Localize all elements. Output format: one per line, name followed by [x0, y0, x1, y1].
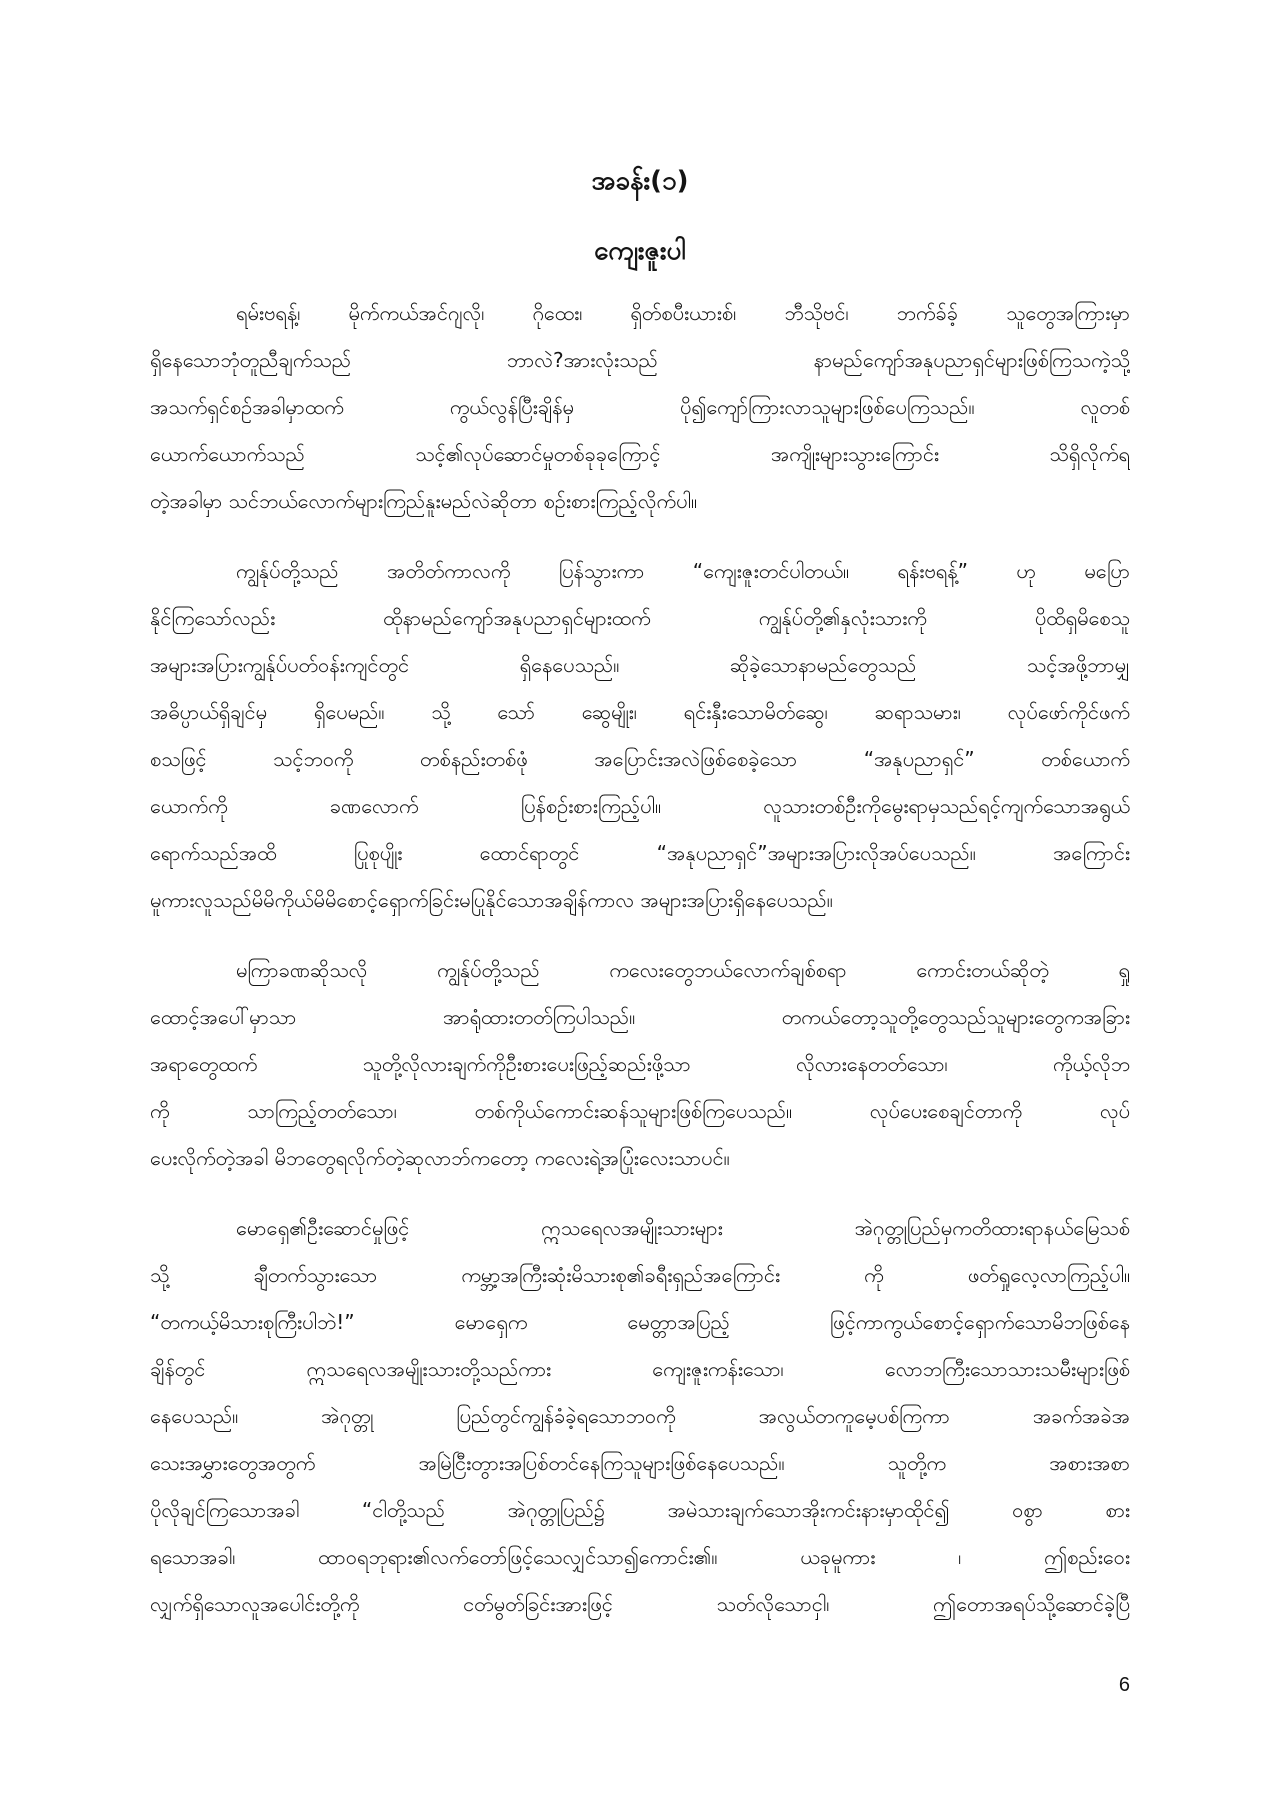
body-text: [150, 290, 1130, 1651]
text-line: ပိုလိုချင်ကြသောအခါ “ငါတို့သည် အဲဂုတ္တုပြည်၌ အမဲသားချက်သောအိုးကင်းနားမှာထိုင်၍ ဝစွာ စား: [150, 1498, 1130, 1522]
text-line: ရမ်းဗရန့်၊ မိုက်ကယ်အင်ဂျလို၊ ဂိုထေး၊ ရှိတ်စပီးယားစ်၊ ဘီသိုဗင်၊ ဘက်ခ်ခ့် သူတွေအကြားမှာ: [236, 301, 1130, 325]
text-line: တဲ့အခါမှာ သင်ဘယ်လောက်များကြည်နူးမည်လဲဆိုတာ စဉ်းစားကြည့်လိုက်ပါ။: [150, 489, 697, 513]
text-line: ယောက်ကို ခဏလောက် ပြန်စဉ်းစားကြည့်ပါ။ လူသားတစ်ဦးကိုမွေးရာမှသည်ရင့်ကျက်သောအရွယ်: [150, 794, 1130, 818]
chapter-title: အခန်း(၁): [591, 166, 689, 196]
text-line: အသက်ရှင်စဉ်အခါမှာထက် ကွယ်လွန်ပြီးချိန်မှ ပို၍ကျော်ကြားလာသူများဖြစ်ပေကြသည်။ လူတစ်: [150, 395, 1130, 419]
text-line: လျှက်ရှိသောလူအပေါင်းတို့ကို ငတ်မွတ်ခြင်းအားဖြင့် သတ်လိုသောငှါ၊ ဤတောအရပ်သို့ဆောင်ခဲ့ပြီ: [150, 1592, 1130, 1616]
text-line: ရှိနေသောဘုံတူညီချက်သည် ဘာလဲ?အားလုံးသည် နာမည်ကျော်အနုပညာရှင်များဖြစ်ကြသကဲ့သို့: [150, 348, 1130, 372]
paragraph: [150, 548, 1130, 924]
text-line: မောရှေ၏ဦးဆောင်မှုဖြင့် ဣသရေလအမျိုးသားများ အဲဂုတ္တုပြည်မှကတိထားရာနယ်မြေသစ်: [236, 1216, 1130, 1240]
text-line: ရောက်သည်အထိ ပြုစုပျိုး ထောင်ရာတွင် “အနုပညာရှင်”အများအပြားလိုအပ်ပေသည်။ အကြောင်း: [150, 841, 1130, 865]
text-line: မူကားလူသည်မိမိကိုယ်မိမိစောင့်ရှောက်ခြင်းမပြုနိုင်သောအချိန်ကာလ အများအပြားရှိနေပေသည်။: [150, 888, 833, 912]
text-line: “တကယ့်မိသားစုကြီးပါဘဲ!” မောရှေက မေတ္တာအပြည့် ဖြင့်ကာကွယ်စောင့်ရှောက်သောမိဘဖြစ်နေ: [150, 1310, 1130, 1334]
paragraph: [150, 947, 1130, 1182]
page-number: 6: [1118, 1674, 1130, 1696]
text-line: ရသောအခါ၊ ထာဝရဘုရား၏လက်တော်ဖြင့်သေလျှင်သာ၍ကောင်း၏။ ယခုမူကား ၊ ဤစည်းဝေး: [150, 1545, 1130, 1569]
text-line: သေးအမွှားတွေအတွက် အမြဲငြီးတွားအပြစ်တင်နေကြသူများဖြစ်နေပေသည်။ သူတို့က အစားအစာ: [150, 1451, 1130, 1475]
text-line: နေပေသည်။ အဲဂုတ္တု ပြည်တွင်ကျွန်ခံခဲ့ရသောဘဝကို အလွယ်တကူမေ့ပစ်ကြကာ အခက်အခဲအ: [150, 1404, 1130, 1428]
text-line: ထောင့်အပေါ်မှာသာ အာရုံထားတတ်ကြပါသည်။ တကယ်တော့သူတို့တွေသည်သူများတွေကအခြား: [150, 1005, 1130, 1029]
text-line: သို့ ချီတက်သွားသော ကမ္ဘာ့အကြီးဆုံးမိသားစု၏ခရီးရှည်အကြောင်း ကို ဖတ်ရှုလေ့လာကြည့်ပါ။: [150, 1263, 1130, 1287]
text-line: ချိန်တွင် ဣသရေလအမျိုးသားတို့သည်ကား ကျေးဇူးကန်းသော၊ လောဘကြီးသောသားသမီးများဖြစ်: [150, 1357, 1130, 1381]
paragraph: [150, 1205, 1130, 1628]
text-line: အဓိပ္ပာယ်ရှိချင်မှ ရှိပေမည်။ သို့ သော် ဆွေမျိုး၊ ရင်းနှီးသောမိတ်ဆွေ၊ ဆရာသမား၊ လုပ်ဖော်ကိုင်ဖက်: [150, 700, 1130, 724]
text-line: နိုင်ကြသော်လည်း ထိုနာမည်ကျော်အနုပညာရှင်များထက် ကျွန်ုပ်တို့၏နှလုံးသားကို ပိုထိရှမိစေသူ: [150, 606, 1130, 630]
text-line: မကြာခဏဆိုသလို ကျွန်ုပ်တို့သည် ကလေးတွေဘယ်လောက်ချစ်စရာ ကောင်းတယ်ဆိုတဲ့ ရှု: [236, 958, 1130, 982]
text-line: အရာတွေထက် သူတို့လိုလားချက်ကိုဦးစားပေးဖြည့်ဆည်းဖို့သာ လိုလားနေတတ်သော၊ ကိုယ့်လိုဘ: [150, 1052, 1130, 1076]
text-line: ကျွန်ုပ်တို့သည် အတိတ်ကာလကို ပြန်သွားကာ “ကျေးဇူးတင်ပါတယ်။ ရန်းဗရန့်” ဟု မပြော: [236, 559, 1130, 583]
text-line: ကို သာကြည့်တတ်သော၊ တစ်ကိုယ်ကောင်းဆန်သူများဖြစ်ကြပေသည်။ လုပ်ပေးစေချင်တာကို လုပ်: [150, 1099, 1130, 1123]
paragraph: [150, 290, 1130, 525]
text-line: ယောက်ယောက်သည် သင့်၏လုပ်ဆောင်မှုတစ်ခုခုကြောင့် အကျိုးများသွားကြောင်း သိရှိလိုက်ရ: [150, 442, 1130, 466]
text-line: စသဖြင့် သင့်ဘဝကို တစ်နည်းတစ်ဖုံ အပြောင်းအလဲဖြစ်စေခဲ့သော “အနုပညာရှင်” တစ်ယောက်: [150, 747, 1130, 771]
text-line: အများအပြားကျွန်ုပ်ပတ်ဝန်းကျင်တွင် ရှိနေပေသည်။ ဆိုခဲ့သောနာမည်တွေသည် သင့်အဖို့ဘာမျှ: [150, 653, 1130, 677]
text-line: ပေးလိုက်တဲ့အခါ မိဘတွေရလိုက်တဲ့ဆုလာဘ်ကတော့ ကလေးရဲ့အပြုံးလေးသာပင်။: [150, 1146, 730, 1170]
chapter-subtitle: ကျေးဇူးပါ: [594, 236, 686, 266]
